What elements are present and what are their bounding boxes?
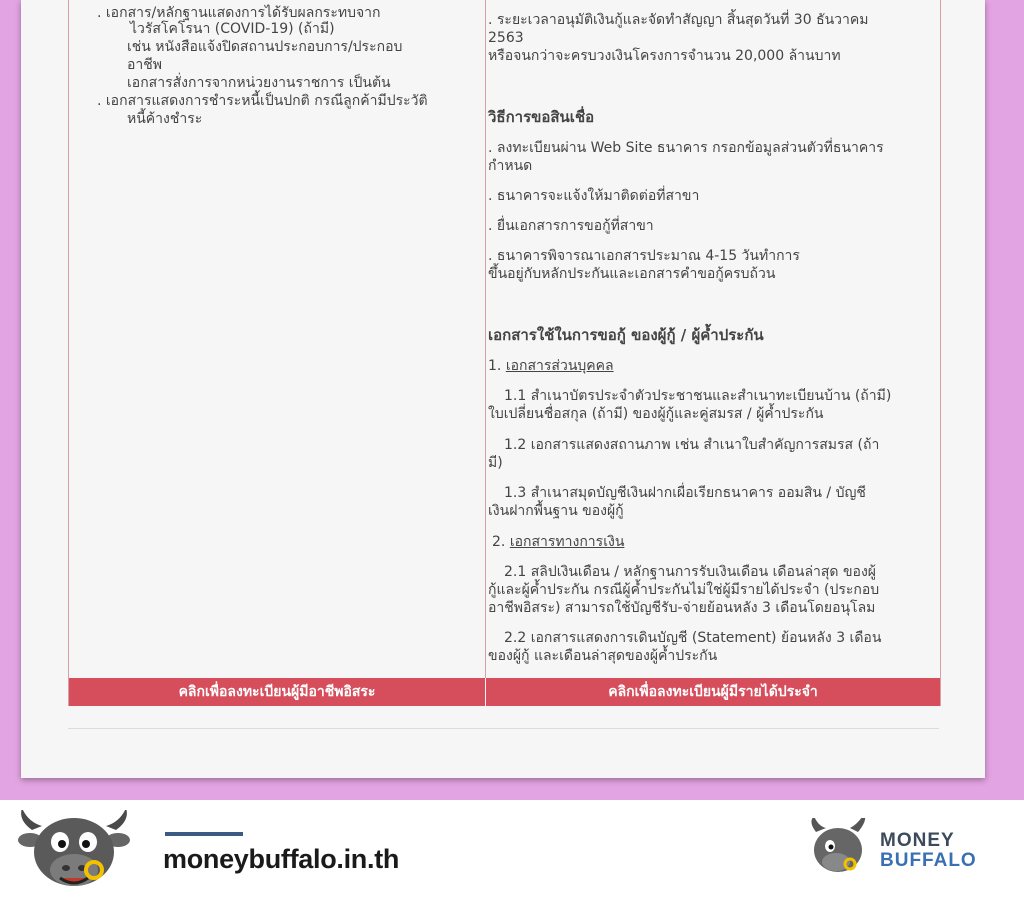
personal-docs-heading — [488, 358, 614, 375]
register-salaried-button[interactable]: คลิกเพื่อลงทะเบียนผู้มีรายได้ประจำ — [486, 678, 940, 706]
period-line2: 2563 — [488, 30, 524, 46]
how-to-title: วิธีการขอสินเชื่อ — [488, 108, 595, 126]
accent-line — [165, 832, 243, 836]
logo-text-buffalo: BUFFALO — [880, 850, 977, 871]
doc-item-covid: . เอกสาร/หลักฐานแสดงการได้รับผลกระทบจาก — [97, 5, 381, 21]
moneybuffalo-logo-icon — [806, 818, 876, 882]
doc-item-covid-line3: เช่น หนังสือแจ้งปิดสถานประกอบการ/ประกอบ — [127, 39, 403, 55]
financial-doc-2-2: 2.2 เอกสารแสดงการเดินบัญชี (Statement) ย้อนหลัง 3 เดือน — [504, 630, 882, 646]
how-to-step2: . ธนาคารจะแจ้งให้มาติดต่อที่สาขา — [488, 188, 700, 204]
left-column — [69, 0, 486, 678]
content-page — [21, 0, 985, 778]
how-to-step1-line2: กำหนด — [488, 158, 533, 174]
doc-item-debt-line2: หนี้ค้างชำระ — [127, 111, 203, 127]
personal-doc-1-2: 1.2 เอกสารแสดงสถานภาพ เช่น สำเนาใบสำคัญการสมรส (ถ้า — [504, 437, 880, 453]
financial-docs-number: 2. — [492, 534, 510, 550]
how-to-step3: . ยื่นเอกสารการขอกู้ที่สาขา — [488, 218, 654, 234]
site-url[interactable]: moneybuffalo.in.th — [163, 844, 400, 874]
info-table — [68, 0, 941, 706]
personal-doc-1-3-line2: เงินฝากพื้นฐาน ของผู้กู้ — [488, 503, 624, 519]
docs-title: เอกสารใช้ในการขอกู้ ของผู้กู้ / ผู้ค้ำประกัน — [488, 326, 764, 344]
personal-doc-1-3: 1.3 สำเนาสมุดบัญชีเงินฝากเผื่อเรียกธนาคาร ออมสิน / บัญชี — [504, 485, 866, 501]
brand-footer — [0, 800, 1024, 900]
period-line3: หรือจนกว่าจะครบวงเงินโครงการจำนวน 20,000 ล้านบาท — [488, 48, 841, 64]
doc-item-covid-line2: ไวรัสโคโรนา (COVID-19) (ถ้ามี) — [130, 21, 335, 37]
financial-doc-2-1-line2: กู้และผู้ค้ำประกัน กรณีผู้ค้ำประกันไม่ใช่ผู้มีรายได้ประจำ (ประกอบ — [488, 582, 880, 598]
doc-item-covid-line5: เอกสารสั่งการจากหน่วยงานราชการ เป็นต้น — [127, 75, 391, 91]
buffalo-mascot-icon — [14, 810, 134, 894]
personal-doc-1-1: 1.1 สำเนาบัตรประจำตัวประชาชนและสำเนาทะเบียนบ้าน (ถ้ามี) — [504, 388, 892, 404]
right-column — [486, 0, 940, 678]
financial-doc-2-1: 2.1 สลิปเงินเดือน / หลักฐานการรับเงินเดือน เดือนล่าสุด ของผู้ — [504, 564, 876, 580]
register-freelance-button[interactable]: คลิกเพื่อลงทะเบียนผู้มีอาชีพอิสระ — [69, 678, 485, 706]
financial-docs-label: เอกสารทางการเงิน — [509, 534, 625, 550]
personal-doc-1-2-line2: มี) — [488, 455, 503, 471]
how-to-step1: . ลงทะเบียนผ่าน Web Site ธนาคาร กรอกข้อมูลส่วนตัวที่ธนาคาร — [488, 140, 884, 156]
period-line1: . ระยะเวลาอนุมัติเงินกู้และจัดทำสัญญา สิ้นสุดวันที่ 30 ธันวาคม — [488, 12, 869, 28]
financial-doc-2-1-line3: อาชีพอิสระ) สามารถใช้บัญชีรับ-จ่ายย้อนหลัง 3 เดือนโดยอนุโลม — [488, 600, 876, 616]
doc-item-debt: . เอกสารแสดงการชำระหนี้เป็นปกติ กรณีลูกค้ามีประวัติ — [97, 93, 428, 109]
logo-text-money: MONEY — [880, 830, 955, 851]
how-to-step4: . ธนาคารพิจารณาเอกสารประมาณ 4-15 วันทำการ — [488, 248, 800, 264]
doc-item-covid-line4: อาชีพ — [127, 57, 162, 73]
financial-docs-heading — [492, 534, 624, 551]
personal-doc-1-1-line2: ใบเปลี่ยนชื่อสกุล (ถ้ามี) ของผู้กู้และคู่สมรส / ผู้ค้ำประกัน — [488, 406, 824, 422]
how-to-step4-line2: ขึ้นอยู่กับหลักประกันและเอกสารคำขอกู้ครบถ้วน — [488, 266, 776, 282]
financial-doc-2-2-line2: ของผู้กู้ และเดือนล่าสุดของผู้ค้ำประกัน — [488, 648, 718, 664]
personal-docs-label: เอกสารส่วนบุคคล — [505, 358, 614, 374]
divider — [68, 728, 939, 729]
personal-docs-number: 1. — [488, 358, 506, 374]
